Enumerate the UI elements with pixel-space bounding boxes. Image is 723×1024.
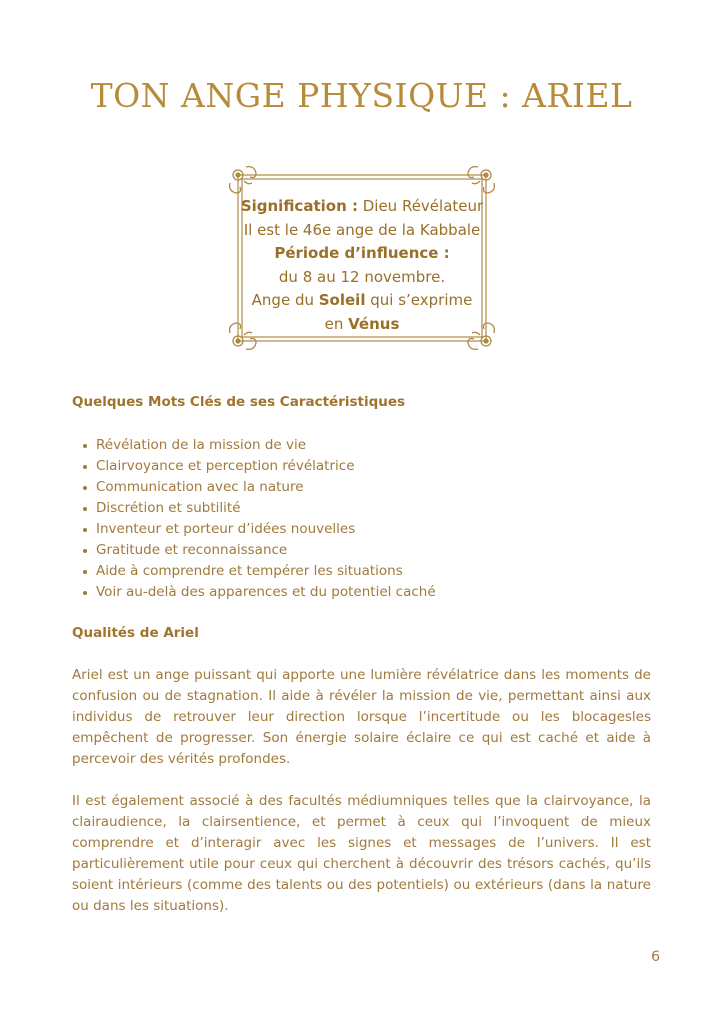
bullet-icon — [83, 507, 87, 511]
bullet-icon — [83, 444, 87, 448]
bullet-icon — [83, 528, 87, 532]
qualities-paragraph-1: Ariel est un ange puissant qui apporte une lumière révélatrice dans les moments de confusion ou de stagnation. Il aide à révéler la mission de vie, permettant ainsi aux individus de retrouver leur direction lorsque l’incertitude ou les blocagesles empêchent de progresser. Son énergie solaire éclaire ce qui est caché et aide à percevoir des vérités profondes. — [72, 667, 651, 767]
soleil-bold: Soleil — [318, 291, 366, 309]
list-item-text: Clairvoyance et perception révélatrice — [96, 458, 355, 474]
signification-value: Dieu Révélateur — [357, 197, 484, 215]
list-item — [80, 435, 436, 456]
list-item — [80, 561, 436, 582]
venus-line — [228, 313, 496, 337]
list-item-text: Voir au-delà des apparences et du potentiel caché — [96, 584, 436, 600]
list-item — [80, 477, 436, 498]
list-item-text: Discrétion et subtilité — [96, 500, 241, 516]
soleil-suffix: qui s’exprime — [365, 291, 473, 309]
venus-prefix: en — [324, 314, 349, 333]
list-item-text: Aide à comprendre et tempérer les situations — [96, 563, 403, 579]
info-box — [228, 165, 496, 351]
periode-label: Période d’influence : — [274, 244, 450, 262]
soleil-line — [228, 289, 496, 313]
list-item — [80, 540, 436, 561]
bullet-icon — [83, 591, 87, 595]
qualities-paragraph-2: Il est également associé à des facultés médiumniques telles que la clairvoyance, la clairaudience, la clairsentience, et permet à ceux qui l’invoquent de mieux comprendre et d’interagir avec les signes et messages de l’univers. Il est particulièrement utile pour ceux qui cherchent à découvrir des trésors cachés, qu’ils soient intérieurs (comme des talents ou des potentiels) ou extérieurs (dans la nature ou dans les situations). — [72, 793, 651, 914]
venus-bold: Vénus — [348, 314, 400, 333]
signification-label: Signification : — [240, 197, 358, 215]
signification-line — [228, 195, 496, 219]
page-title: TON ANGE PHYSIQUE : ARIEL — [90, 76, 633, 115]
bullet-icon — [83, 465, 87, 469]
bullet-icon — [83, 486, 87, 490]
keywords-list — [80, 435, 436, 603]
list-item-text: Communication avec la nature — [96, 479, 304, 495]
page-number: 6 — [651, 949, 660, 965]
list-item-text: Révélation de la mission de vie — [96, 437, 307, 453]
soleil-prefix: Ange du — [251, 291, 319, 309]
periode-label-line — [228, 242, 496, 266]
list-item-text: Inventeur et porteur d’idées nouvelles — [96, 521, 356, 537]
qualities-heading: Qualités de Ariel — [72, 625, 199, 641]
info-box-content — [228, 195, 496, 336]
kabbale-line: Il est le 46e ange de la Kabbale — [243, 220, 481, 239]
list-item-text: Gratitude et reconnaissance — [96, 542, 288, 558]
list-item — [80, 519, 436, 540]
list-item — [80, 456, 436, 477]
bullet-icon — [83, 549, 87, 553]
list-item — [80, 582, 436, 603]
bullet-icon — [83, 570, 87, 574]
periode-value: du 8 au 12 novembre. — [278, 267, 446, 286]
keywords-heading: Quelques Mots Clés de ses Caractéristiques — [72, 394, 406, 410]
list-item — [80, 498, 436, 519]
